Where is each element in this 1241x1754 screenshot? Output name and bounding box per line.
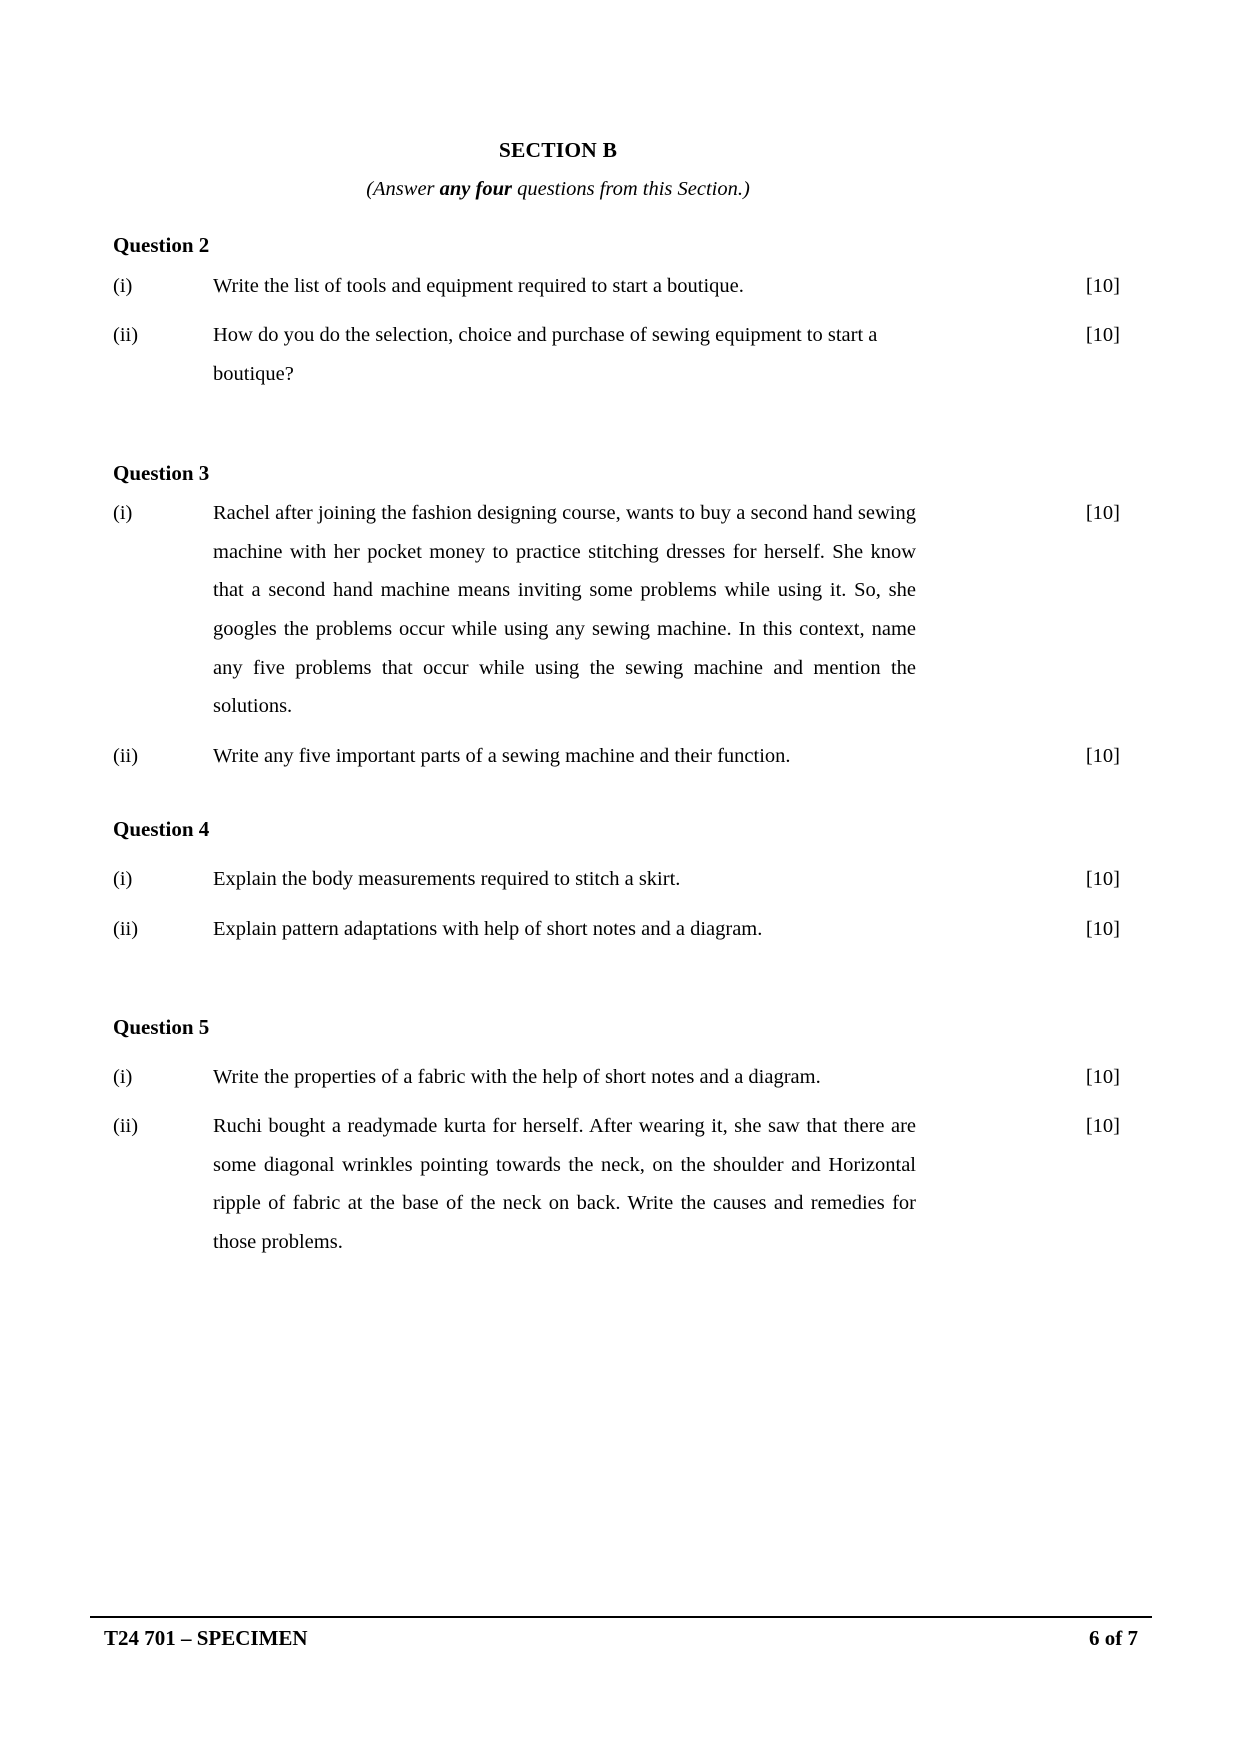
marks-label: [10] xyxy=(1085,502,1120,525)
question-part xyxy=(113,1058,1120,1097)
question-4 xyxy=(113,810,1120,948)
part-text: How do you do the selection, choice and purchase of sewing equipment to start a boutique? xyxy=(213,324,878,385)
part-text: Write any five important parts of a sewing machine and their function. xyxy=(213,744,791,767)
question-heading: Question 4 xyxy=(113,817,210,842)
question-part xyxy=(113,737,1120,776)
part-text: Explain the body measurements required to stitch a skirt. xyxy=(213,867,681,890)
marks-label: [10] xyxy=(1085,324,1120,347)
marks-label: [10] xyxy=(1085,1065,1120,1088)
part-number: (ii) xyxy=(113,1115,139,1138)
question-part xyxy=(113,1107,1120,1261)
marks-label: [10] xyxy=(1085,744,1120,767)
question-part xyxy=(113,860,1120,899)
question-heading: Question 5 xyxy=(113,1015,210,1040)
part-number: (ii) xyxy=(113,917,139,940)
section-instruction xyxy=(113,170,1003,209)
page-content xyxy=(113,131,1120,1262)
instruction-suffix: questions from this Section.) xyxy=(511,177,750,200)
part-number: (i) xyxy=(113,502,133,525)
marks-label: [10] xyxy=(1085,274,1120,297)
question-part xyxy=(113,316,1120,393)
instruction-emphasis: any four xyxy=(439,177,512,200)
part-text: Write the list of tools and equipment required to start a boutique. xyxy=(213,274,744,297)
section-header xyxy=(113,131,1003,208)
part-number: (i) xyxy=(113,867,133,890)
section-title: SECTION B xyxy=(498,138,618,162)
question-5 xyxy=(113,1008,1120,1262)
question-part xyxy=(113,910,1120,949)
question-heading: Question 2 xyxy=(113,233,210,258)
part-text: Rachel after joining the fashion designing course, wants to buy a second hand sewing machine with her pocket money to practice stitching dresses for herself. She know that a second hand machine means inviting some problems while using it. So, she googles the problems occur while using any sewing machine. In this context, name any five problems that occur while using the sewing machine and mention the solutions. xyxy=(213,502,916,718)
question-part xyxy=(113,494,1120,726)
part-number: (i) xyxy=(113,274,133,297)
question-part xyxy=(113,267,1120,306)
part-text: Explain pattern adaptations with help of short notes and a diagram. xyxy=(213,917,763,940)
question-heading: Question 3 xyxy=(113,460,210,485)
part-number: (ii) xyxy=(113,744,139,767)
part-text: Ruchi bought a readymade kurta for herself. After wearing it, she saw that there are some diagonal wrinkles pointing towards the neck, on the shoulder and Horizontal ripple of fabric at the base of the neck on back. Write the causes and remedies for those problems. xyxy=(213,1115,916,1254)
question-2 xyxy=(113,226,1120,393)
marks-label: [10] xyxy=(1085,917,1120,940)
page-number: 6 of 7 xyxy=(1089,1626,1138,1650)
part-number: (ii) xyxy=(113,324,139,347)
marks-label: [10] xyxy=(1085,1115,1120,1138)
question-3 xyxy=(113,454,1120,776)
marks-label: [10] xyxy=(1085,867,1120,890)
part-number: (i) xyxy=(113,1065,133,1088)
page-footer xyxy=(90,1616,1152,1655)
paper-code: T24 701 – SPECIMEN xyxy=(104,1626,308,1650)
instruction-prefix: (Answer xyxy=(366,177,440,200)
part-text: Write the properties of a fabric with the help of short notes and a diagram. xyxy=(213,1065,821,1088)
footer-row xyxy=(90,1618,1152,1655)
